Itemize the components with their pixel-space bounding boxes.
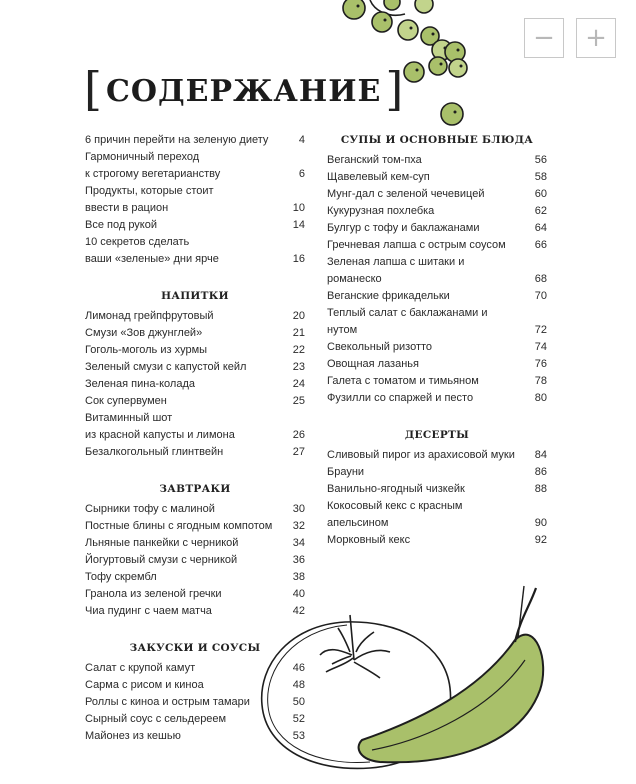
toc-entry[interactable]: Булгур с тофу и баклажанами 64 — [327, 222, 547, 234]
toc-right-column — [327, 132, 547, 549]
section-title-breakfasts: ЗАВТРАКИ — [159, 483, 231, 495]
toc-entry[interactable]: Все под рукой 14 — [85, 219, 305, 231]
toc-entry[interactable]: Роллы с киноа и острым тамари 50 — [85, 696, 305, 708]
toc-entry[interactable]: 10 секретов сделать ваши «зеленые» дни ярче 16 — [85, 236, 305, 265]
zoom-out-button[interactable]: − — [524, 18, 564, 58]
toc-entry[interactable]: Кукурузная похлебка 62 — [327, 205, 547, 217]
toc-entry[interactable]: Теплый салат с баклажанами и нутом 72 — [327, 307, 547, 336]
toc-entry[interactable]: Сливовый пирог из арахисовой муки 84 — [327, 449, 547, 461]
toc-entry[interactable]: Чиа пудинг с чаем матча 42 — [85, 605, 305, 617]
toc-entry[interactable]: Брауни 86 — [327, 466, 547, 478]
toc-entry[interactable]: Зеленая лапша с шитаки и романеско 68 — [327, 256, 547, 285]
intro-section — [85, 132, 305, 268]
drinks-section — [85, 288, 305, 461]
toc-entry[interactable]: Гоголь-моголь из хурмы 22 — [85, 344, 305, 356]
section-title-drinks: НАПИТКИ — [161, 290, 229, 302]
toc-entry[interactable]: Ванильно-ягодный чизкейк 88 — [327, 483, 547, 495]
page-title-block — [84, 62, 404, 116]
toc-entry[interactable]: Безалкогольный глинтвейн 27 — [85, 446, 305, 458]
toc-entry[interactable]: Салат с крупой камут 46 — [85, 662, 305, 674]
soups-section — [327, 132, 547, 407]
toc-entry[interactable]: 6 причин перейти на зеленую диету 4 — [85, 134, 305, 146]
toc-entry[interactable]: Лимонад грейпфрутовый 20 — [85, 310, 305, 322]
title-bracket-right: ] — [385, 62, 404, 116]
toc-entry[interactable]: Майонез из кешью 53 — [85, 730, 305, 742]
page-title: СОДЕРЖАНИЕ — [105, 73, 382, 109]
toc-entry[interactable]: Мунг-дал с зеленой чечевицей 60 — [327, 188, 547, 200]
toc-entry[interactable]: Веганский том-пха 56 — [327, 154, 547, 166]
toc-entry[interactable]: Постные блины с ягодным компотом 32 — [85, 520, 305, 532]
toc-entry[interactable]: Сарма с рисом и киноа 48 — [85, 679, 305, 691]
section-title-soups: СУПЫ И ОСНОВНЫЕ БЛЮДА — [340, 134, 534, 146]
toc-entry[interactable]: Йогуртовый смузи с черникой 36 — [85, 554, 305, 566]
toc-entry[interactable]: Витаминный шот из красной капусты и лимона 26 — [85, 412, 305, 441]
toc-entry[interactable]: Овощная лазанья 76 — [327, 358, 547, 370]
toc-entry[interactable]: Веганские фрикадельки 70 — [327, 290, 547, 302]
toc-entry[interactable]: Гармоничный переход к строгому вегетарианству 6 — [85, 151, 305, 180]
toc-entry[interactable]: Галета с томатом и тимьяном 78 — [327, 375, 547, 387]
vegetables-illustration — [250, 580, 550, 780]
toc-entry[interactable]: Гранола из зеленой гречки 40 — [85, 588, 305, 600]
toc-entry[interactable]: Льняные панкейки с черникой 34 — [85, 537, 305, 549]
toc-entry[interactable]: Сок супервумен 25 — [85, 395, 305, 407]
toc-entry[interactable]: Смузи «Зов джунглей» 21 — [85, 327, 305, 339]
toc-entry[interactable]: Зеленая пина-колада 24 — [85, 378, 305, 390]
section-title-desserts: ДЕСЕРТЫ — [404, 429, 470, 441]
zoom-in-button[interactable]: + — [576, 18, 616, 58]
toc-entry[interactable]: Гречневая лапша с острым соусом 66 — [327, 239, 547, 251]
toc-entry[interactable]: Кокосовый кекс с красным апельсином 90 — [327, 500, 547, 529]
toc-entry[interactable]: Фузилли со спаржей и песто 80 — [327, 392, 547, 404]
toc-entry[interactable]: Зеленый смузи с капустой кейл 23 — [85, 361, 305, 373]
title-bracket-left: [ — [84, 62, 102, 116]
toc-entry[interactable]: Сырный соус с сельдереем 52 — [85, 713, 305, 725]
eggplant-illustration — [359, 586, 544, 762]
toc-entry[interactable]: Щавелевый кем-суп 58 — [327, 171, 547, 183]
toc-entry[interactable]: Продукты, которые стоит ввести в рацион 10 — [85, 185, 305, 214]
toc-entry[interactable]: Сырники тофу с малиной 30 — [85, 503, 305, 515]
toc-entry[interactable]: Свекольный ризотто 74 — [327, 341, 547, 353]
toc-entry[interactable]: Тофу скрембл 38 — [85, 571, 305, 583]
section-title-snacks: ЗАКУСКИ И СОУСЫ — [129, 642, 261, 654]
desserts-section — [327, 427, 547, 549]
toc-entry[interactable]: Морковный кекс 92 — [327, 534, 547, 546]
